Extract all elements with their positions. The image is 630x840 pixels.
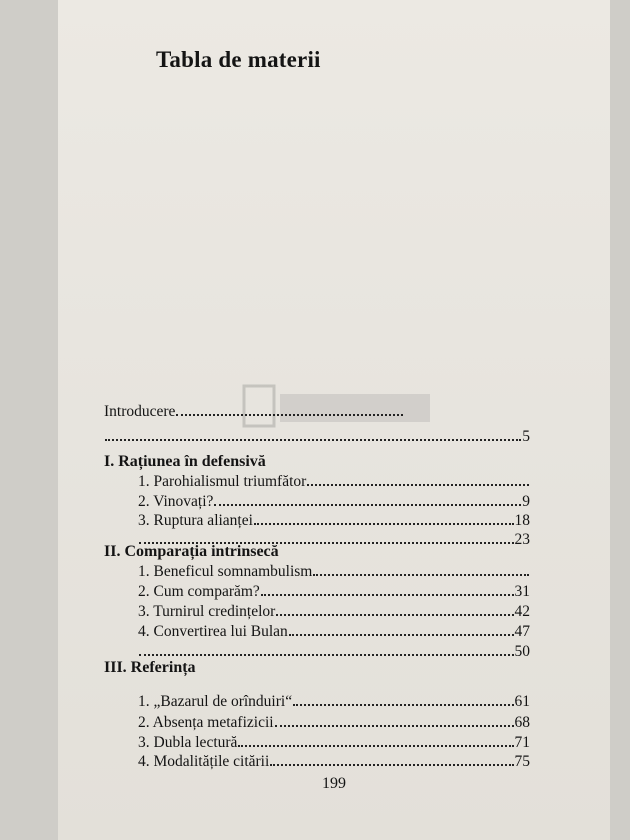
toc-row (138, 642, 530, 662)
dot-leader (176, 402, 403, 416)
toc-row (138, 713, 530, 733)
toc-item-label: 3. Turnirul credințelor (138, 603, 276, 620)
toc-page-number: 61 (514, 693, 530, 710)
toc-row (138, 492, 530, 512)
toc-page-number: 9 (522, 493, 530, 510)
dot-leader (139, 530, 514, 544)
toc-item-label: 4. Convertirea lui Bulan (138, 623, 288, 640)
toc-row (138, 472, 530, 492)
toc-row (138, 582, 530, 602)
dot-leader (313, 562, 529, 576)
toc-item-label: 3. Dubla lectură (138, 734, 238, 751)
section-heading: III. Referința (104, 659, 196, 676)
toc-item-label: 2. Cum comparăm? (138, 583, 260, 600)
toc-row (138, 733, 530, 753)
toc-page-number: 50 (514, 643, 530, 660)
toc-item-label: Introducere (104, 403, 176, 420)
toc-item-label: 3. Ruptura alianței (138, 512, 253, 529)
toc-item-label: 2. Absența metafizicii (138, 714, 274, 731)
dot-leader (293, 692, 513, 706)
dot-leader (276, 602, 513, 616)
toc-row (138, 622, 530, 642)
dot-leader (105, 427, 521, 441)
dot-leader (261, 582, 514, 596)
toc-page-number: 5 (522, 428, 530, 445)
toc-row (138, 562, 530, 582)
page-number: 199 (322, 775, 346, 792)
dot-leader (270, 752, 513, 766)
toc-row (138, 752, 530, 772)
toc-introduction (104, 402, 404, 422)
toc-page-number: 68 (514, 714, 530, 731)
section-heading: I. Rațiunea în defensivă (104, 453, 266, 470)
book-page (58, 0, 610, 840)
toc-page-number: 23 (514, 531, 530, 548)
toc-item-label: 1. Parohialismul triumfător (138, 473, 307, 490)
dot-leader (289, 622, 514, 636)
toc-page-number: 31 (514, 583, 530, 600)
toc-page-number: 18 (514, 512, 530, 529)
dot-leader (254, 511, 514, 525)
toc-item-label: 2. Vinovați? (138, 493, 214, 510)
toc-page-number: 75 (514, 753, 530, 770)
toc-page-number: 42 (514, 603, 530, 620)
dot-leader (238, 733, 513, 747)
page-title: Tabla de materii (156, 47, 321, 72)
dot-leader (214, 492, 521, 506)
toc-row (138, 511, 530, 531)
dot-leader (139, 642, 514, 656)
toc-item-label: 1. Beneficul somnambulism (138, 563, 313, 580)
toc-row (138, 602, 530, 622)
dot-leader (307, 472, 529, 486)
toc-page-number: 71 (514, 734, 530, 751)
toc-introduction-page-row (104, 427, 530, 447)
toc-page-number: 47 (514, 623, 530, 640)
section-heading: II. Comparația intrinsecă (104, 543, 279, 560)
toc-item-label: 1. „Bazarul de orînduiri“ (138, 693, 293, 710)
toc-item-label: 4. Modalitățile citării (138, 753, 270, 770)
dot-leader (275, 713, 514, 727)
toc-row (138, 692, 530, 712)
